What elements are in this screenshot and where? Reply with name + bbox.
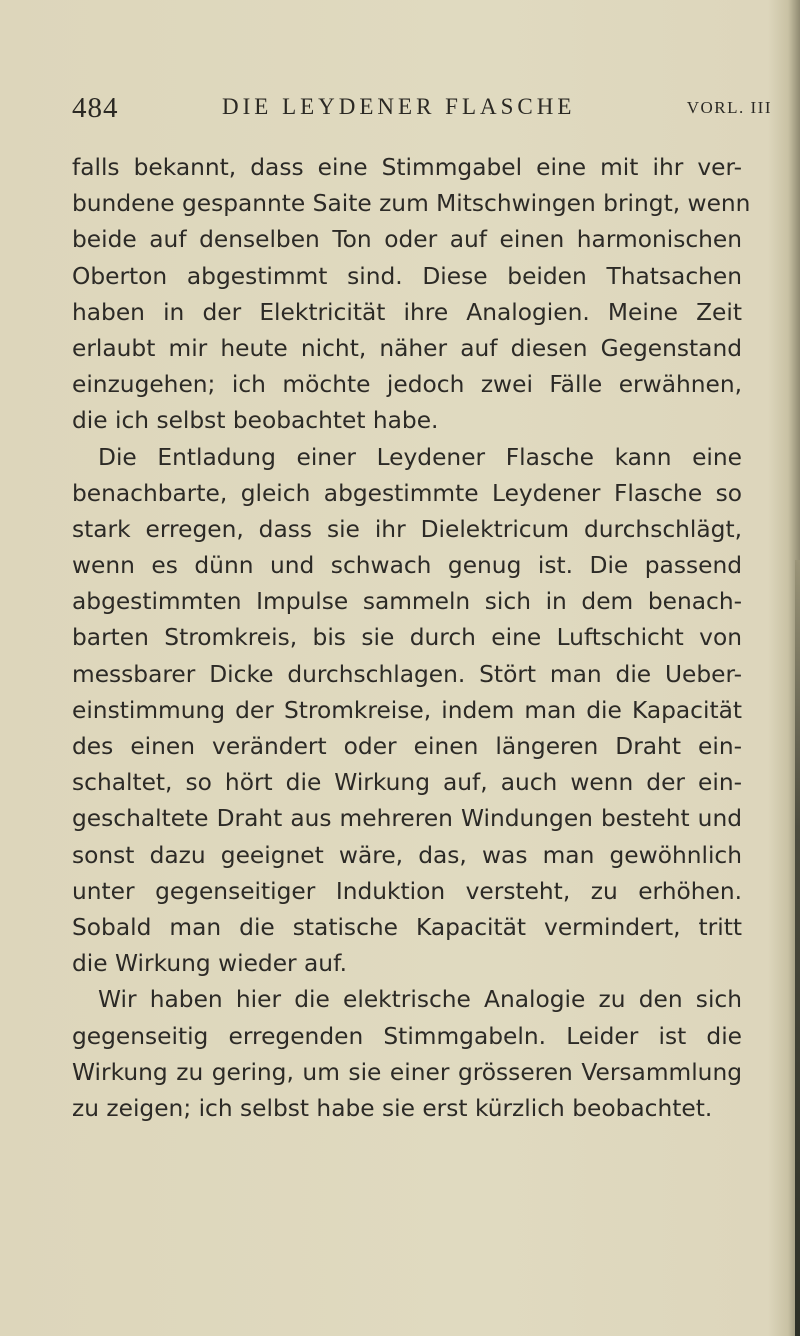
- page-edge-shadow: [795, 560, 800, 1336]
- page-number: 484: [72, 92, 119, 124]
- text-line: Sobald man die statische Kapacität vermindert, tritt: [72, 913, 742, 941]
- text-line: des einen verändert oder einen längeren Draht ein-: [72, 733, 742, 760]
- text-line: haben in der Elektricität ihre Analogien. Meine Zeit: [72, 298, 742, 326]
- text-line: gegenseitig erregenden Stimmgabeln. Leider ist die: [72, 1022, 742, 1050]
- text-line: Wir haben hier die elektrische Analogie zu den sich: [98, 986, 742, 1014]
- text-line: zu zeigen; ich selbst habe sie erst kürzlich beobachtet.: [72, 1094, 713, 1122]
- text-line: die Wirkung wieder auf.: [72, 950, 347, 978]
- body-text: [72, 150, 751, 1127]
- text-line: barten Stromkreis, bis sie durch eine Luftschicht von: [72, 624, 742, 652]
- text-line: einzugehen; ich möchte jedoch zwei Fälle erwähnen,: [72, 371, 742, 399]
- text-line: Wirkung zu gering, um sie einer grösseren Versammlung: [72, 1058, 742, 1086]
- text-line: unter gegenseitiger Induktion versteht, zu erhöhen.: [72, 877, 742, 905]
- lecture-reference: VORL. III: [686, 98, 772, 117]
- page-header: [72, 92, 772, 132]
- text-line: geschaltete Draht aus mehreren Windungen besteht und: [72, 805, 742, 833]
- text-line: stark erregen, dass sie ihr Dielektricum durchschlägt,: [72, 515, 742, 543]
- text-line: abgestimmten Impulse sammeln sich in dem benach-: [72, 588, 742, 616]
- text-line: benachbarte, gleich abgestimmte Leydener Flasche so: [72, 479, 742, 507]
- running-title: DIE LEYDENER FLASCHE: [222, 94, 576, 119]
- text-line: erlaubt mir heute nicht, näher auf diesen Gegenstand: [72, 334, 742, 362]
- text-line: messbarer Dicke durchschlagen. Stört man die Ueber-: [72, 660, 742, 688]
- text-line: einstimmung der Stromkreise, indem man die Kapacität: [72, 696, 742, 724]
- text-line: die ich selbst beobachtet habe.: [72, 407, 439, 435]
- text-line: beide auf denselben Ton oder auf einen harmonischen: [72, 226, 742, 254]
- text-line: Oberton abgestimmt sind. Diese beiden Thatsachen: [72, 262, 742, 290]
- text-line: Die Entladung einer Leydener Flasche kann eine: [98, 443, 742, 471]
- text-line: sonst dazu geeignet wäre, das, was man gewöhnlich: [72, 841, 742, 869]
- text-line: schaltet, so hört die Wirkung auf, auch wenn der ein-: [72, 769, 742, 797]
- text-line: wenn es dünn und schwach genug ist. Die passend: [72, 552, 742, 580]
- text-line: bundene gespannte Saite zum Mitschwingen bringt, wenn: [72, 190, 751, 218]
- text-line: falls bekannt, dass eine Stimmgabel eine mit ihr ver-: [72, 154, 742, 181]
